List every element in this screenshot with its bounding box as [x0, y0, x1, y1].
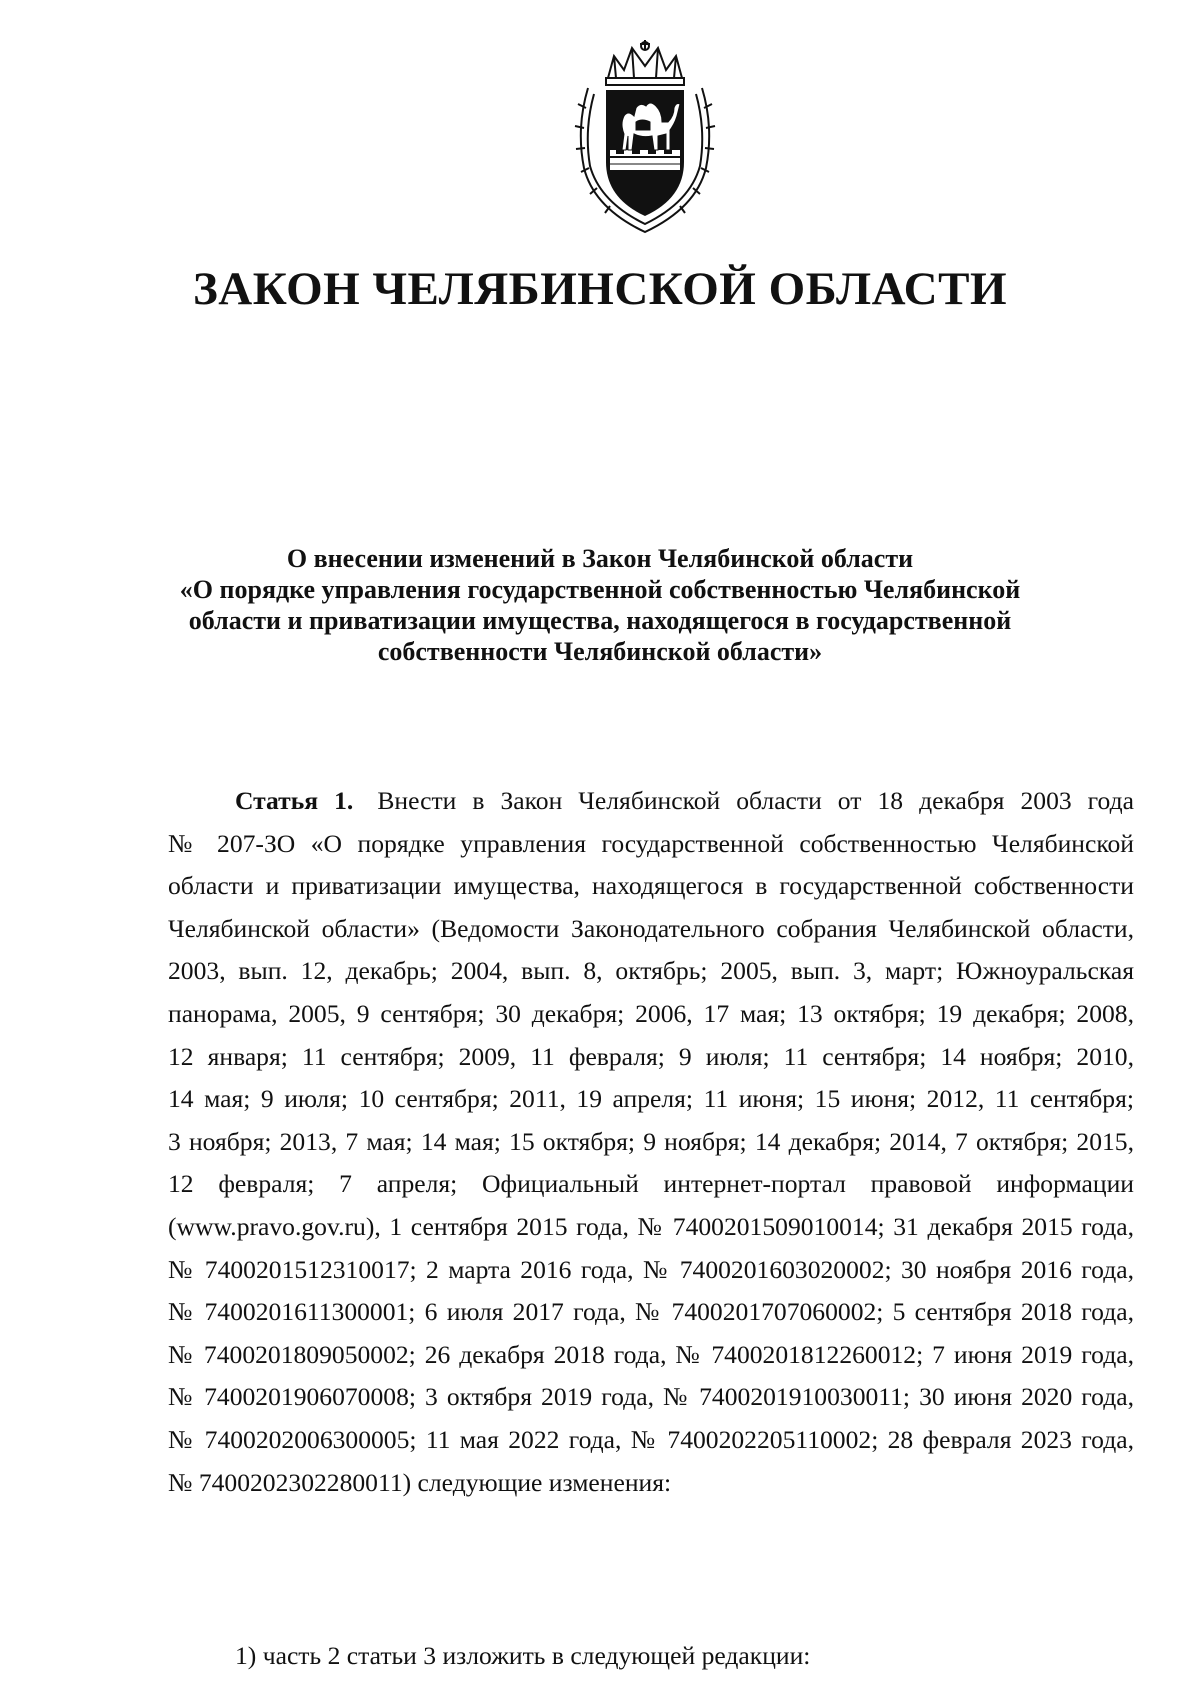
law-subtitle — [150, 543, 1050, 667]
article-line: № 7400202006300005; 11 мая 2022 года, № 7400202205110002; 28 февраля 2023 года, — [168, 1424, 1134, 1454]
article-line: 3 ноября; 2013, 7 мая; 14 мая; 15 октября; 9 ноября; 14 декабря; 2014, 7 октября; 2015, — [168, 1126, 1134, 1156]
article-line: 14 мая; 9 июля; 10 сентября; 2011, 19 апреля; 11 июня; 15 июня; 2012, 11 сентября; — [168, 1084, 1134, 1114]
article-line: 12 февраля; 7 апреля; Официальный интернет-портал правовой информации — [168, 1169, 1134, 1199]
article-line: № 7400201809050002; 26 декабря 2018 года, № 7400201812260012; 7 июня 2019 года, — [168, 1339, 1134, 1369]
article-line: 2003, вып. 12, декабрь; 2004, вып. 8, октябрь; 2005, вып. 3, март; Южноуральская — [168, 956, 1134, 986]
subtitle-line: «О порядке управления государственной собственностью Челябинской — [179, 575, 1021, 604]
article-line: области и приватизации имущества, находящегося в государственной собственности — [168, 871, 1134, 901]
article-line: панорама, 2005, 9 сентября; 30 декабря; 2006, 17 мая; 13 октября; 19 декабря; 2008, — [168, 998, 1134, 1028]
article-line: № 7400202302280011) следующие изменения: — [168, 1467, 672, 1497]
article-line: Челябинской области» (Ведомости Законодательного собрания Челябинской области, — [168, 913, 1134, 943]
article-line-text: Внести в Закон Челябинской области от 18 декабря 2003 года — [377, 786, 1134, 815]
article-1 — [168, 780, 1134, 1504]
article-label: Статья 1. — [235, 786, 354, 815]
article-line: № 7400201611300001; 6 июля 2017 года, № 7400201707060002; 5 сентября 2018 года, — [168, 1297, 1134, 1327]
article-line: № 207-ЗО «О порядке управления государственной собственностью Челябинской — [168, 828, 1134, 858]
article-line: (www.pravo.gov.ru), 1 сентября 2015 года, № 7400201509010014; 31 декабря 2015 года, — [168, 1211, 1134, 1241]
article-line: № 7400201906070008; 3 октября 2019 года, № 7400201910030011; 30 июня 2020 года, — [168, 1382, 1134, 1412]
amendment-item-1: 1) часть 2 статьи 3 изложить в следующей редакции: — [235, 1641, 811, 1670]
article-first-line — [168, 780, 1134, 823]
subtitle-line: области и приватизации имущества, находящегося в государственной — [188, 606, 1012, 635]
subtitle-line: собственности Челябинской области» — [377, 637, 823, 666]
article-line: 12 января; 11 сентября; 2009, 11 февраля; 9 июля; 11 сентября; 14 ноября; 2010, — [168, 1041, 1134, 1071]
article-line: № 7400201512310017; 2 марта 2016 года, № 7400201603020002; 30 ноября 2016 года, — [168, 1254, 1134, 1284]
coat-of-arms-emblem — [570, 38, 720, 236]
law-title: ЗАКОН ЧЕЛЯБИНСКОЙ ОБЛАСТИ — [192, 263, 1008, 315]
subtitle-line: О внесении изменений в Закон Челябинской области — [286, 544, 914, 573]
